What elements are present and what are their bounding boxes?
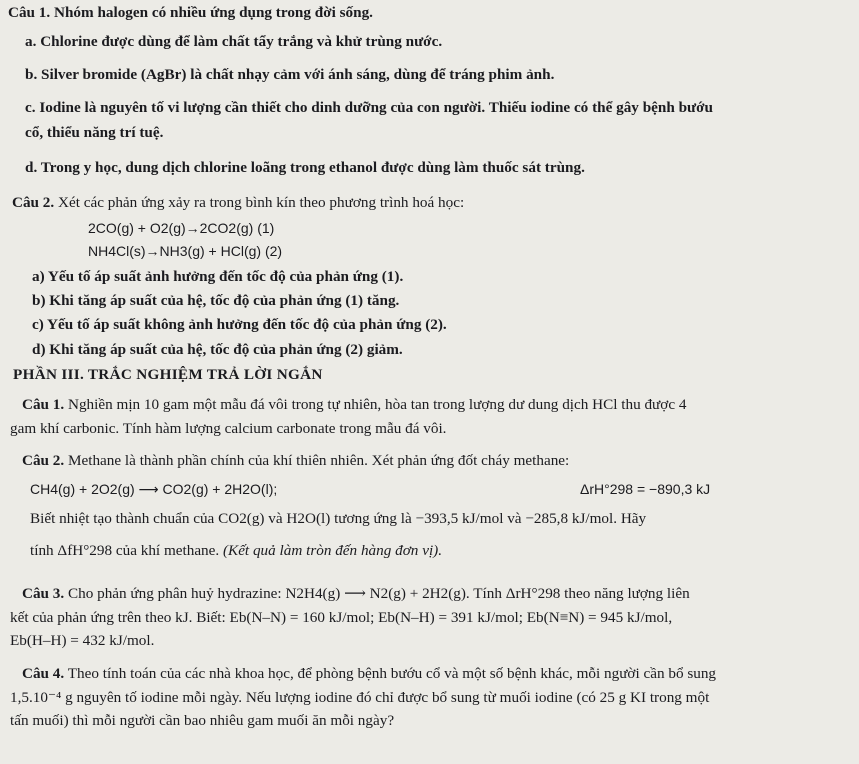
question-text: Cho phản ứng phân huỷ hydrazine: N2H4(g) ⟶ N2(g) + 2H2(g). Tính ΔrH°298 theo năng lượng liên: [64, 585, 690, 602]
question-text: của khí methane.: [112, 542, 223, 559]
question-text: Xét các phản ứng xảy ra trong bình kín theo phương trình hoá học:: [54, 194, 465, 211]
question-text: tính ΔfH°298: [30, 542, 113, 559]
statement-d: d) Khi tăng áp suất của hệ, tốc độ của phản ứng (2) giảm.: [32, 341, 403, 358]
question-label: Câu 2.: [12, 194, 55, 211]
short-question-3-line-3: Eb(H–H) = 432 kJ/mol.: [10, 632, 155, 649]
question-1-title: [8, 4, 373, 22]
short-question-2-line-3: [30, 542, 442, 560]
question-text: Nhóm halogen có nhiều ứng dụng trong đời sống.: [50, 4, 373, 21]
statement-c-line-2: cổ, thiểu năng trí tuệ.: [25, 124, 164, 141]
short-question-2-line-2: Biết nhiệt tạo thành chuẩn của CO2(g) và H2O(l) tương ứng là −393,5 kJ/mol và −285,8 kJ/mol. Hãy: [30, 510, 647, 527]
short-question-4-line-3: tấn muối) thì mỗi người cần bao nhiêu gam muối ăn mỗi ngày?: [10, 712, 395, 729]
short-question-1-line-1: [22, 396, 686, 414]
statement-b: b. Silver bromide (AgBr) là chất nhạy cảm với ánh sáng, dùng để tráng phim ảnh.: [25, 66, 555, 83]
short-question-4-line-1: [22, 665, 716, 683]
statement-d: d. Trong y học, dung dịch chlorine loãng trong ethanol được dùng làm thuốc sát trùng.: [25, 159, 585, 176]
statement-a: a. Chlorine được dùng để làm chất tẩy trắng và khử trùng nước.: [25, 33, 443, 50]
question-label: Câu 1.: [22, 396, 65, 413]
short-question-4-line-2: 1,5.10⁻⁴ g nguyên tố iodine mỗi ngày. Nếu lượng iodine đó chỉ được bổ sung từ muối iodine (có 25 g KI trong một: [10, 689, 710, 706]
short-question-1-line-2: gam khí carbonic. Tính hàm lượng calcium carbonate trong mẫu đá vôi.: [10, 420, 447, 437]
question-label: Câu 3.: [22, 585, 65, 602]
statement-c-line-1: c. Iodine là nguyên tố vi lượng cần thiết cho dinh dưỡng của con người. Thiếu iodine có thể gây bệnh bướu: [25, 99, 713, 116]
question-label: Câu 2.: [22, 452, 65, 469]
question-2-title: [12, 194, 464, 212]
statement-c: c) Yếu tố áp suất không ảnh hưởng đến tốc độ của phản ứng (2).: [32, 316, 447, 333]
combustion-equation: CH4(g) + 2O2(g) ⟶ CO2(g) + 2H2O(l);: [30, 481, 278, 497]
rounding-note: (Kết quả làm tròn đến hàng đơn vị).: [223, 542, 443, 559]
question-text: Nghiền mịn 10 gam một mẫu đá vôi trong tự nhiên, hòa tan trong lượng dư dung dịch HCl thu được 4: [64, 396, 687, 413]
equation-2: NH4Cl(s)→NH3(g) + HCl(g) (2): [88, 243, 283, 259]
question-text: Theo tính toán của các nhà khoa học, để phòng bệnh bướu cổ và một số bệnh khác, mỗi người cần bổ sung: [64, 665, 717, 682]
reaction-enthalpy: ΔrH°298 = −890,3 kJ: [580, 481, 711, 497]
short-question-3-line-2: kết của phản ứng trên theo kJ. Biết: Eb(N–N) = 160 kJ/mol; Eb(N–H) = 391 kJ/mol; Eb(N≡N) = 945 kJ/mol,: [10, 609, 673, 626]
question-text: Methane là thành phần chính của khí thiên nhiên. Xét phản ứng đốt cháy methane:: [64, 452, 570, 469]
question-label: Câu 4.: [22, 665, 65, 682]
statement-a: a) Yếu tố áp suất ảnh hưởng đến tốc độ của phản ứng (1).: [32, 268, 404, 285]
question-label: Câu 1.: [8, 4, 51, 21]
short-question-2-line-1: [22, 452, 569, 470]
short-question-3-line-1: [22, 585, 690, 603]
section-heading: PHẦN III. TRẮC NGHIỆM TRẢ LỜI NGẮN: [13, 366, 323, 383]
equation-1: 2CO(g) + O2(g)→2CO2(g) (1): [88, 220, 275, 236]
statement-b: b) Khi tăng áp suất của hệ, tốc độ của phản ứng (1) tăng.: [32, 292, 400, 309]
